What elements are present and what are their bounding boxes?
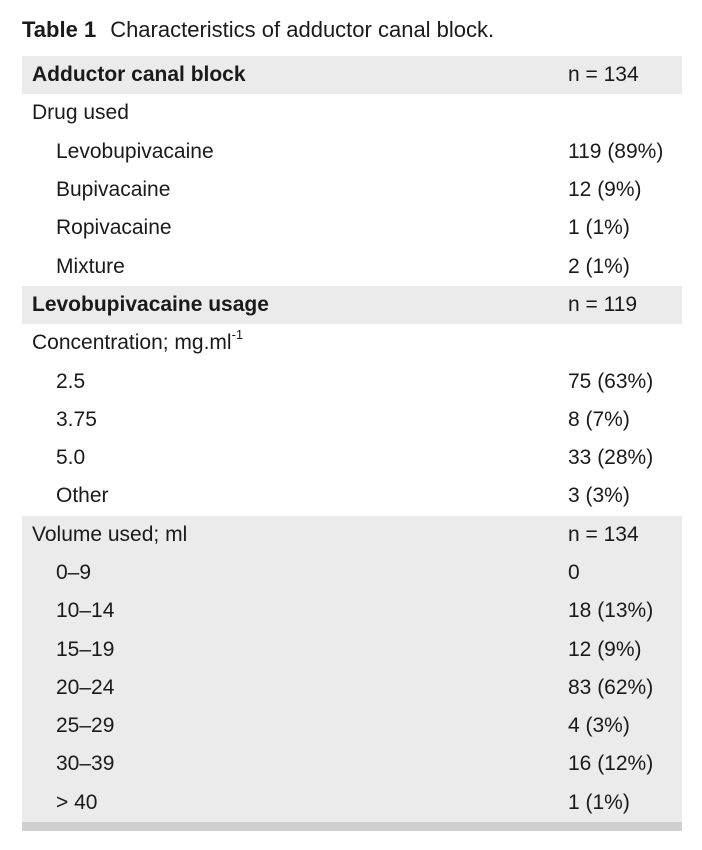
row-label: 15–19 — [56, 637, 115, 661]
row-value: 12 (9%) — [568, 637, 642, 661]
table-row — [22, 209, 682, 247]
row-value: 83 (62%) — [568, 675, 654, 699]
table-row — [22, 630, 682, 668]
table-row — [22, 707, 682, 745]
row-label: 5.0 — [56, 446, 86, 470]
row-value: 0 — [568, 561, 580, 584]
unit-superscript: -1 — [231, 327, 244, 343]
row-value: 3 (3%) — [568, 484, 630, 508]
table-row — [22, 784, 682, 822]
table-row — [22, 362, 682, 400]
row-value: 4 (3%) — [568, 714, 630, 738]
row-label: 10–14 — [56, 599, 115, 623]
row-label: Mixture — [56, 254, 125, 278]
characteristics-table — [22, 56, 682, 831]
row-value: 119 (89%) — [568, 139, 664, 163]
table-row — [22, 745, 682, 783]
row-label: Bupivacaine — [56, 178, 171, 202]
row-label: 0–9 — [56, 561, 92, 584]
row-label: 25–29 — [56, 714, 115, 738]
row-label: Levobupivacaine usage — [32, 292, 269, 316]
row-label: Other — [56, 484, 109, 508]
table-caption — [22, 15, 494, 45]
concentration-label: Concentration; mg.ml — [32, 331, 232, 355]
row-label: Adductor canal block — [32, 63, 246, 87]
section-header-adductor-canal-block — [22, 56, 682, 94]
row-value: 75 (63%) — [568, 369, 654, 393]
table-row — [22, 477, 682, 515]
table-row — [22, 439, 682, 477]
row-value: 2 (1%) — [568, 254, 630, 278]
table-row — [22, 554, 682, 592]
table-row — [22, 171, 682, 209]
row-label: Volume used; ml — [32, 522, 188, 546]
table-row — [22, 247, 682, 285]
row-label: 30–39 — [56, 752, 115, 776]
table-row — [22, 669, 682, 707]
row-value: 1 (1%) — [568, 790, 630, 814]
subheader-concentration — [22, 324, 682, 362]
row-label: Ropivacaine — [56, 216, 172, 240]
table-row — [22, 133, 682, 171]
row-value: 16 (12%) — [568, 752, 654, 776]
row-label — [32, 327, 244, 355]
table-bottom-rule — [22, 822, 682, 831]
row-value: 8 (7%) — [568, 407, 630, 431]
row-label: Drug used — [32, 101, 129, 125]
row-value: 33 (28%) — [568, 446, 654, 470]
section-header-volume-used — [22, 516, 682, 554]
subheader-drug-used — [22, 94, 682, 132]
row-label: Levobupivacaine — [56, 139, 214, 163]
row-label: 20–24 — [56, 675, 115, 699]
row-value: n = 119 — [568, 292, 638, 316]
row-label: > 40 — [56, 790, 98, 814]
section-header-levobupivacaine-usage — [22, 286, 682, 324]
row-value: n = 134 — [568, 63, 639, 87]
table-row — [22, 401, 682, 439]
row-value: 18 (13%) — [568, 599, 654, 623]
table-title: Characteristics of adductor canal block. — [110, 17, 495, 42]
table-row — [22, 592, 682, 630]
row-label: 3.75 — [56, 407, 97, 431]
row-value: 1 (1%) — [568, 216, 630, 240]
table-label: Table 1 — [22, 17, 97, 42]
row-label: 2.5 — [56, 369, 86, 393]
row-value: n = 134 — [568, 522, 639, 546]
row-value: 12 (9%) — [568, 178, 642, 202]
